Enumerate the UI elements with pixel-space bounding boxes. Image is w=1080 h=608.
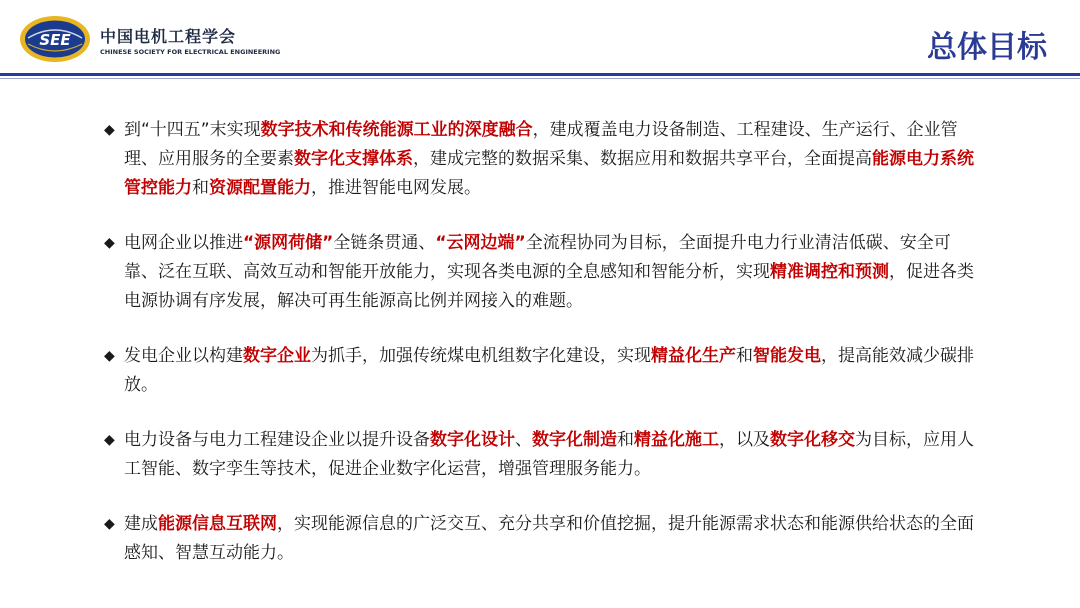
text-segment: ，推进智能电网发展。 — [311, 178, 481, 198]
highlight-phrase: 智能发电 — [753, 346, 821, 366]
text-segment: 和 — [736, 346, 753, 366]
text-segment: 全链条贯通、 — [333, 233, 436, 253]
goal-item — [104, 116, 984, 203]
highlight-phrase: “云网边端” — [435, 233, 526, 253]
society-name-cn: 中国电机工程学会 — [100, 27, 237, 46]
highlight-phrase: 精益化生产 — [651, 346, 736, 366]
goal-text — [124, 229, 984, 316]
goal-item — [104, 229, 984, 316]
slide-header — [0, 0, 1080, 78]
diamond-bullet-icon: ◆ — [104, 432, 115, 448]
highlight-phrase: 数字化设计 — [430, 430, 515, 450]
text-segment: 建成 — [124, 514, 158, 534]
text-segment: ，促进各类电源协调有序发展，解决可再生能源高比例并网接入的难题。 — [124, 262, 974, 311]
goals-list — [104, 116, 984, 568]
highlight-phrase: 能源信息互联网 — [158, 514, 277, 534]
goal-item — [104, 426, 984, 484]
text-segment: ，建成完整的数据采集、数据应用和数据共享平台，全面提高 — [413, 149, 872, 169]
text-segment: ，提高能效减少碳排放。 — [124, 346, 974, 395]
text-segment: ，实现能源信息的广泛交互、充分共享和价值挖掘，提升能源需求状态和能源供给状态的全面感知、智慧互动能力。 — [124, 514, 974, 563]
header-divider — [0, 73, 1080, 76]
page-title: 总体目标 — [927, 30, 1047, 65]
text-segment: 到“十四五”末实现 — [124, 120, 261, 140]
see-emblem-icon — [18, 14, 92, 64]
highlight-phrase: 数字化制造 — [532, 430, 617, 450]
highlight-phrase: “源网荷储” — [243, 233, 334, 253]
header-divider-thin — [0, 78, 1080, 79]
highlight-phrase: 精准调控和预测 — [770, 262, 889, 282]
highlight-phrase: 数字企业 — [243, 346, 311, 366]
highlight-phrase: 数字技术和传统能源工业的深度融合 — [260, 120, 533, 140]
text-segment: 全流程协同为目标，全面提升电力行业清洁低碳、安全可靠、泛在互联、高效互动和智能开放能力，实现各类电源的全息感知和智能分析，实现 — [124, 233, 951, 282]
diamond-bullet-icon: ◆ — [104, 122, 115, 138]
goal-item — [104, 342, 984, 400]
text-segment: 、 — [515, 430, 532, 450]
text-segment: 为抓手，加强传统煤电机组数字化建设，实现 — [311, 346, 651, 366]
goal-text — [124, 426, 984, 484]
text-segment: 和 — [617, 430, 634, 450]
text-segment: ，以及 — [719, 430, 770, 450]
goal-text — [124, 342, 984, 400]
diamond-bullet-icon: ◆ — [104, 235, 115, 251]
text-segment: 电力设备与电力工程建设企业以提升设备 — [124, 430, 430, 450]
text-segment: 电网企业以推进 — [124, 233, 243, 253]
highlight-phrase: 数字化移交 — [770, 430, 855, 450]
diamond-bullet-icon: ◆ — [104, 516, 115, 532]
highlight-phrase: 资源配置能力 — [209, 178, 311, 198]
text-segment: ，建成覆盖电力设备制造、工程建设、生产运行、企业管理、应用服务的全要素 — [124, 120, 958, 169]
text-segment: 发电企业以构建 — [124, 346, 243, 366]
text-segment: 为目标，应用人工智能、数字孪生等技术，促进企业数字化运营，增强管理服务能力。 — [124, 430, 974, 479]
highlight-phrase: 数字化支撑体系 — [294, 149, 413, 169]
society-logo — [12, 14, 281, 64]
goal-text — [124, 116, 984, 203]
diamond-bullet-icon: ◆ — [104, 348, 115, 364]
text-segment: 和 — [192, 178, 209, 198]
goal-item — [104, 510, 984, 568]
highlight-phrase: 能源电力系统管控能力 — [124, 149, 974, 198]
highlight-phrase: 精益化施工 — [634, 430, 719, 450]
society-name-en: CHINESE SOCIETY FOR ELECTRICAL ENGINEERING — [100, 48, 281, 56]
emblem-text: SEE — [39, 31, 71, 49]
goal-text — [124, 510, 984, 568]
